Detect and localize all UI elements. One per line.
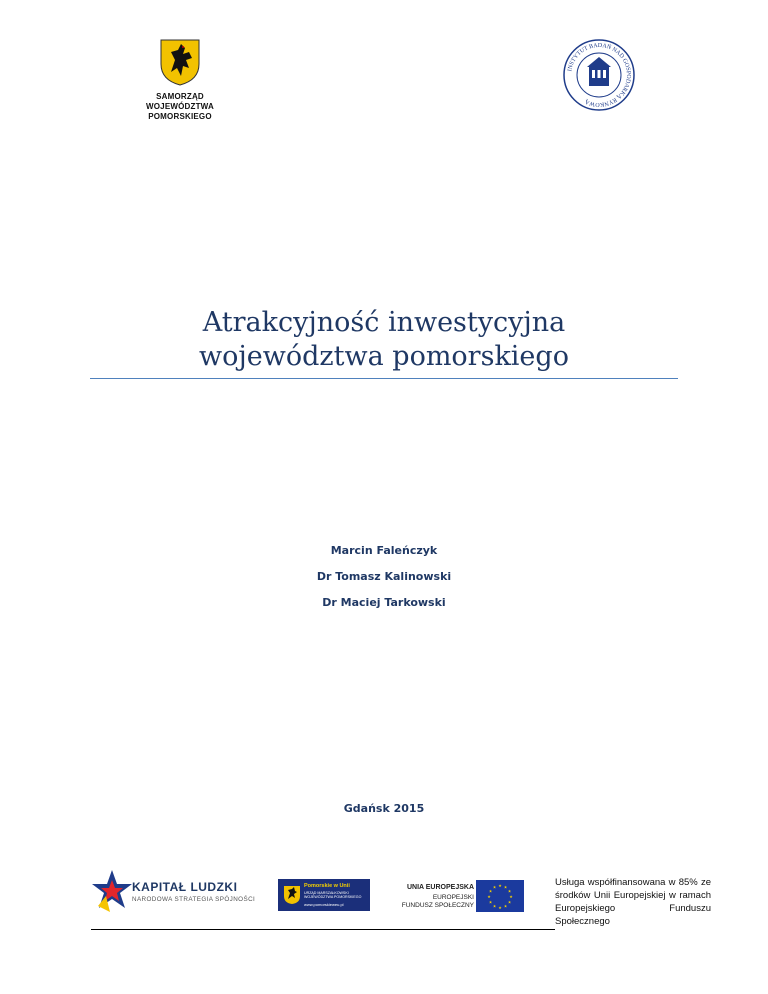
document-title bbox=[90, 306, 678, 374]
small-crest-icon bbox=[283, 885, 301, 905]
footer-rule bbox=[91, 929, 555, 930]
author-name: Dr Tomasz Kalinowski bbox=[316, 570, 452, 583]
svg-text:★: ★ bbox=[487, 894, 491, 899]
research-institute-seal-icon bbox=[562, 38, 636, 112]
pomorskie-url: www.pomorskieweu.pl bbox=[304, 902, 344, 907]
svg-text:★: ★ bbox=[507, 888, 512, 894]
eu-fund-label-2: FUNDUSZ SPOŁECZNY bbox=[401, 902, 474, 909]
svg-text:★: ★ bbox=[507, 899, 512, 905]
author-name: Marcin Faleńczyk bbox=[330, 544, 438, 557]
voivodeship-crest bbox=[117, 38, 243, 122]
svg-text:★: ★ bbox=[492, 903, 497, 909]
griffin-coat-of-arms-icon bbox=[159, 38, 201, 86]
pomorskie-title: Pomorskie w Unii bbox=[304, 883, 350, 889]
pomorskie-sub-2: WOJEWÓDZTWA POMORSKIEGO bbox=[304, 895, 362, 899]
eu-flag-icon bbox=[476, 880, 524, 912]
funding-note: Usługa współfinansowana w 85% ze środków Unii Europejskiej w ramach Europejskiego Funduszu Społecznego bbox=[555, 877, 711, 927]
svg-text:★: ★ bbox=[509, 894, 513, 899]
svg-text:★: ★ bbox=[503, 903, 508, 909]
svg-text:★: ★ bbox=[488, 888, 493, 894]
kapital-ludzki-title: KAPITAŁ LUDZKI bbox=[132, 880, 238, 894]
kapital-ludzki-subtitle: NARODOWA STRATEGIA SPÓJNOŚCI bbox=[132, 896, 256, 903]
author-name: Dr Maciej Tarkowski bbox=[322, 596, 446, 609]
crest-line-1: SAMORZĄD bbox=[156, 92, 204, 101]
svg-text:★: ★ bbox=[498, 905, 502, 910]
pomorskie-sub-1: URZĄD MARSZAŁKOWSKI bbox=[304, 891, 349, 895]
svg-text:★: ★ bbox=[492, 884, 497, 890]
eu-union-label: UNIA EUROPEJSKA bbox=[406, 884, 474, 891]
seal-text: INSTYTUT BADAŃ NAD GOSPODARKĄ RYNKOWĄ bbox=[567, 42, 632, 108]
title-underline bbox=[90, 378, 678, 379]
title-line-2: województwa pomorskiego bbox=[199, 341, 569, 372]
svg-text:★: ★ bbox=[503, 884, 508, 890]
svg-text:★: ★ bbox=[488, 899, 493, 905]
place-and-year: Gdańsk 2015 bbox=[343, 802, 425, 815]
svg-text:★: ★ bbox=[498, 883, 502, 888]
crest-line-2: WOJEWÓDZTWA POMORSKIEGO bbox=[146, 102, 214, 121]
eu-fund-label-1: EUROPEJSKI bbox=[432, 894, 474, 901]
title-line-1: Atrakcyjność inwestycyjna bbox=[202, 307, 566, 338]
